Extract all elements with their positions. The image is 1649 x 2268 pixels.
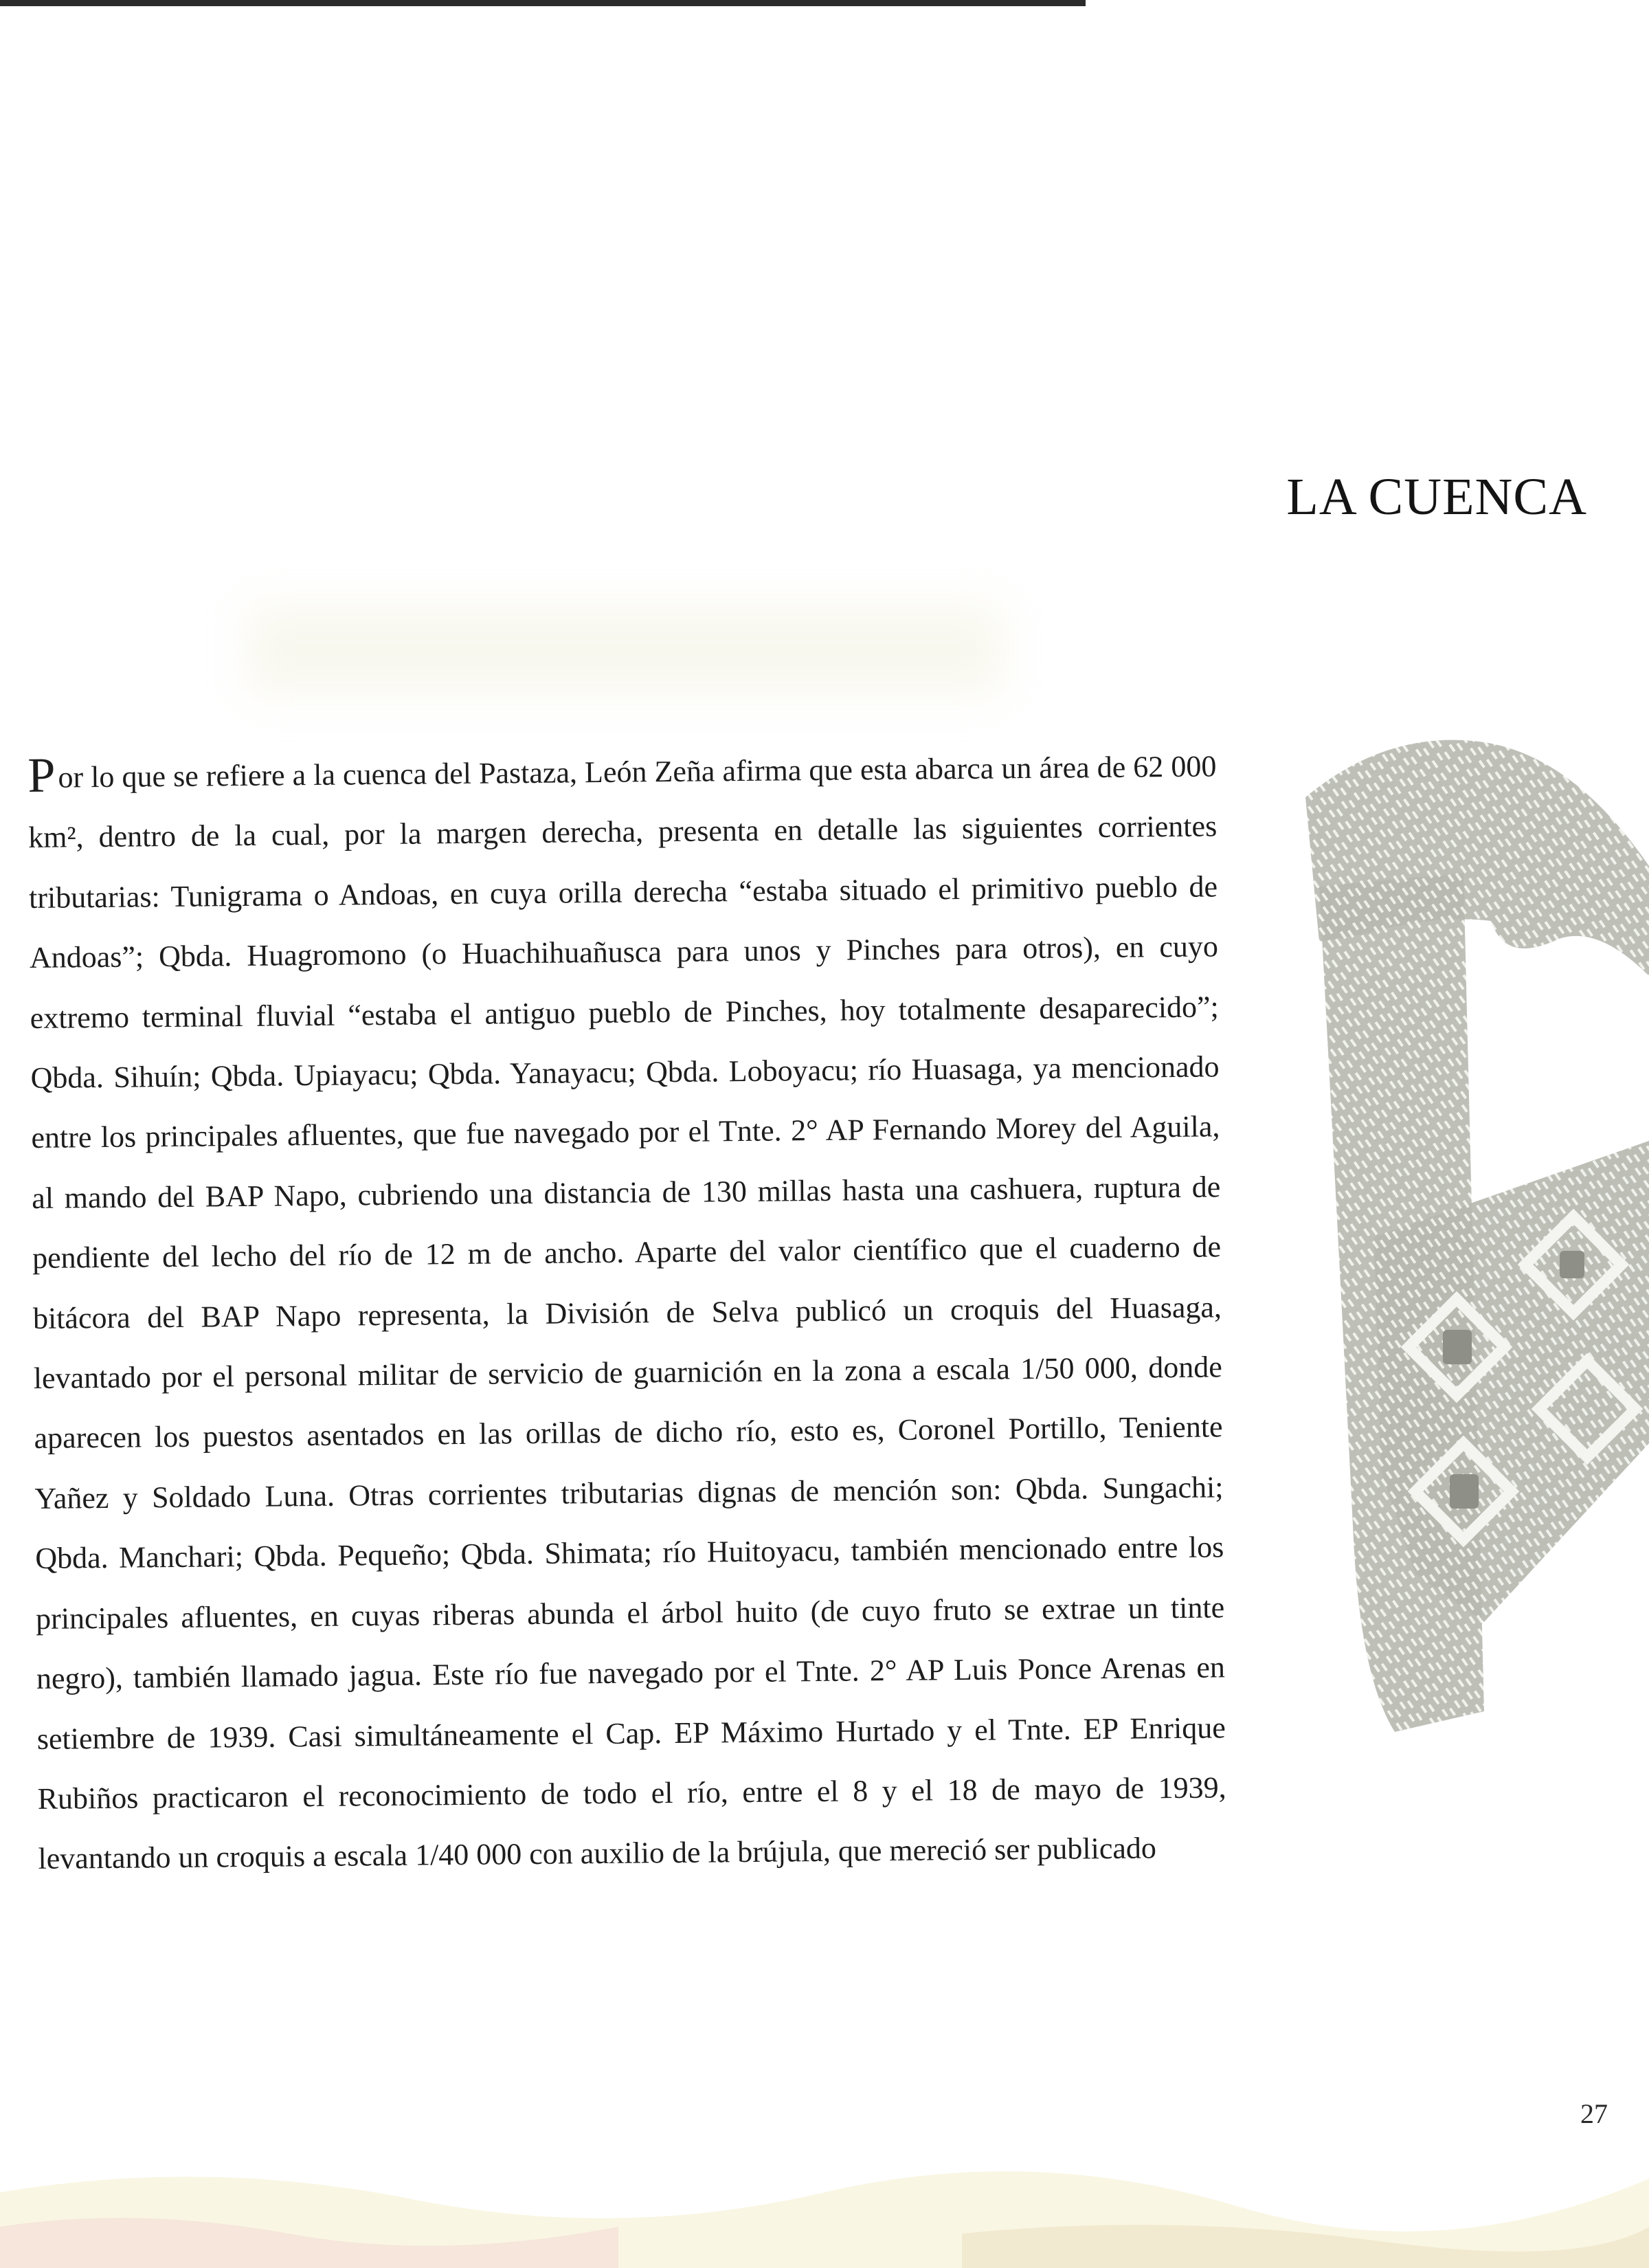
faint-background-wash <box>247 605 1003 694</box>
body-paragraph <box>27 736 1227 1889</box>
bottom-color-wash <box>0 2151 1649 2268</box>
textile-pattern-illustration <box>1278 715 1649 1759</box>
page-title: LA CUENCA <box>1286 468 1587 526</box>
drop-cap: P <box>27 747 56 803</box>
paragraph-text: or lo que se refiere a la cuenca del Pastaza, León Zeña afirma que esta abarca un área de 62 000 km², dentro de la cual, por la margen derecha, presenta en detalle las siguientes corrientes tributarias: Tunigrama o Andoas, en cuya orilla derecha “estaba situado el primitivo pueblo de Andoas”; Qbda. Huagromono (o Huachihuañusca para unos y Pinches para otros), en cuyo extremo terminal fluvial “estaba el antiguo pueblo de Pinches, hoy totalmente desaparecido”; Qbda. Sihuín; Qbda. Upiayacu; Qbda. Yanayacu; Qbda. Loboyacu; río Huasaga, ya mencionado entre los principales afluentes, que fue navegado por el Tnte. 2° AP Fernando Morey del Aguila, al mando del BAP Napo, cubriendo una distancia de 130 millas hasta una cashuera, ruptura de pendiente del lecho del río de 12 m de ancho. Aparte del valor científico que el cuaderno de bitácora del BAP Napo representa, la División de Selva publicó un croquis del Huasaga, levantado por el personal militar de servicio de guarnición en la zona a escala 1/50 000, donde aparecen los puestos asentados en las orillas de dicho río, esto es, Coronel Portillo, Teniente Yañez y Soldado Luna. Otras corrientes tributarias dignas de mención son: Qbda. Sungachi; Qbda. Manchari; Qbda. Pequeño; Qbda. Shimata; río Huitoyacu, también mencionado entre los principales afluentes, en cuyas riberas abunda el árbol huito (de cuyo fruto se extrae un tinte negro), también llamado jagua. Este río fue navegado por el Tnte. 2° AP Luis Ponce Arenas en setiembre de 1939. Casi simultáneamente el Cap. EP Máximo Hurtado y el Tnte. EP Enrique Rubiños practicaron el reconocimiento de todo el río, entre el 8 y el 18 de mayo de 1939, levantando un croquis a escala 1/40 000 con auxilio de la brújula, que mereció ser publicado <box>28 749 1226 1876</box>
top-edge-rule <box>0 0 1086 6</box>
page-number: 27 <box>1580 2098 1608 2129</box>
